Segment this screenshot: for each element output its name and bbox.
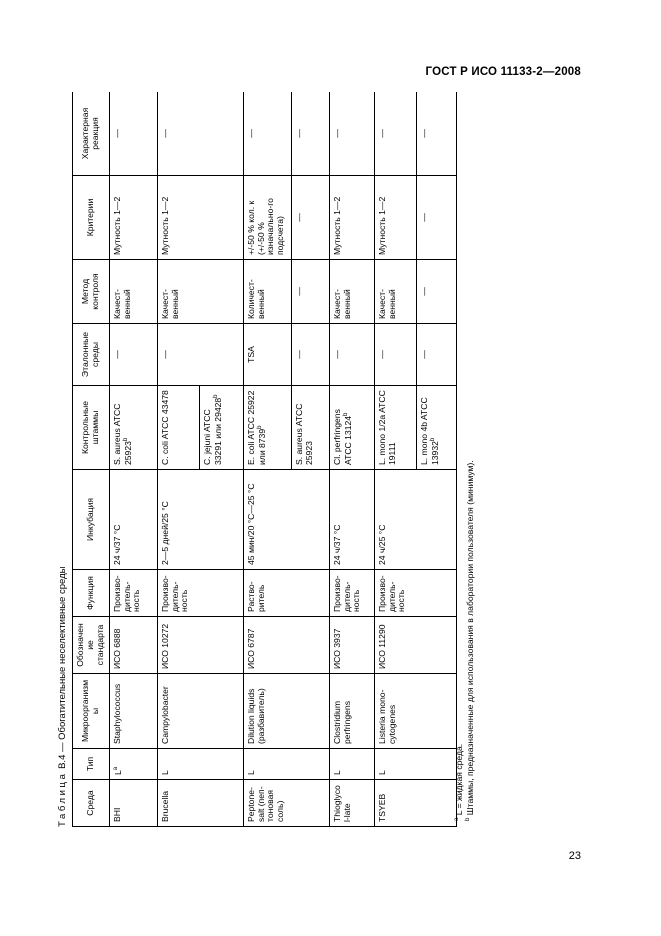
cell-criteria: Мутность 1—2 (109, 176, 157, 260)
cell-type: L (243, 749, 329, 780)
cell-strain: Cl. perfringens ATCC 13124$^b$ (329, 386, 374, 470)
cell-method: Количест-венный (243, 260, 291, 324)
cell-strain: C. jejuni ATCC 33291 или 29428$^b$ (199, 386, 243, 470)
cell-criteria: +/-50 % кол. к (+/-50 % изначально-го подсчета) (243, 176, 291, 260)
cell-criteria: Мутность 1—2 (329, 176, 374, 260)
cell-strain: E. coli ATCC 25922 или 8739$^b$ (243, 386, 291, 470)
footnote-mark: b (342, 412, 349, 416)
cell-reaction: — (243, 92, 291, 176)
header-control-strains: Контрольные штаммы (73, 386, 110, 470)
cell-reaction: — (291, 92, 329, 176)
cell-criteria: Мутность 1—2 (157, 176, 243, 260)
cell-microorganisms: Clostridium perfringens (329, 674, 374, 749)
cell-reaction: — (374, 92, 416, 176)
table-number: В.4 (57, 754, 68, 769)
cell-microorganisms: Campylobacter (157, 674, 243, 749)
cell-reaction: — (416, 92, 456, 176)
cell-medium: Thioglycol-late (329, 780, 374, 827)
cell-incubation: 24 ч/37 °C (329, 470, 374, 570)
cell-method: Качест-венный (157, 260, 243, 324)
header-microorganisms: Микроорганизмы (73, 674, 110, 749)
cell-reaction: — (329, 92, 374, 176)
cell-method: — (416, 260, 456, 324)
rotated-table-block (54, 92, 512, 827)
footnote-mark: b (122, 437, 129, 442)
cell-reference: — (157, 324, 243, 386)
cell-microorganisms: Dilution liquids (разбавитель) (243, 674, 329, 749)
header-row (73, 92, 110, 827)
cell-incubation: 45 мин/20 °C—25 °C (243, 470, 329, 570)
cell-strain: C. coli ATCC 43478 (157, 386, 199, 470)
cell-strain: L. mono 1/2a ATCC 19111 (374, 386, 416, 470)
header-reaction: Характерная реакция (73, 92, 110, 176)
table-row (109, 92, 157, 827)
table-row (243, 92, 291, 827)
header-function: Функция (73, 570, 110, 617)
enrichment-media-table (72, 92, 457, 827)
cell-standard: ИСО 6888 (109, 617, 157, 674)
footnote-a: $^a$ L = жидкая среда. (454, 743, 464, 821)
cell-reaction: — (109, 92, 157, 176)
cell-standard: ИСО 3937 (329, 617, 374, 674)
cell-standard: ИСО 10272 (157, 617, 243, 674)
cell-strain: L. mono 4b ATCC 13932$^b$ (416, 386, 456, 470)
cell-reference: — (329, 324, 374, 386)
cell-function: Произво-дитель-ность (374, 570, 456, 617)
header-criteria: Критерии (73, 176, 110, 260)
table-label: Таблица (57, 771, 68, 827)
footnote-mark: a (112, 766, 119, 771)
footnote-mark: b (212, 394, 219, 398)
cell-medium: BHI (109, 780, 157, 827)
cell-reference: — (416, 324, 456, 386)
table-caption (54, 567, 72, 827)
cell-function: Произво-дитель-ность (329, 570, 374, 617)
cell-reference: — (291, 324, 329, 386)
cell-reference: — (109, 324, 157, 386)
cell-type: $L^a$ (109, 749, 157, 780)
cell-type: L (157, 749, 243, 780)
header-medium: Среда (73, 780, 110, 827)
cell-criteria: Мутность 1—2 (374, 176, 416, 260)
header-reference-media: Эталонные среды (73, 324, 110, 386)
table-row (157, 92, 199, 827)
cell-microorganisms: Staphylococcus (109, 674, 157, 749)
header-type: Тип (73, 749, 110, 780)
cell-incubation: 24 ч/25 °C (374, 470, 456, 570)
cell-criteria: — (291, 176, 329, 260)
cell-medium: Brucella (157, 780, 243, 827)
cell-method: — (291, 260, 329, 324)
cell-type: L (329, 749, 374, 780)
cell-incubation: 2—5 дней/25 °C (157, 470, 243, 570)
standard-header: ГОСТ Р ИСО 11133-2—2008 (425, 66, 581, 78)
footnote-mark: b (429, 437, 436, 442)
cell-reference: TSA (243, 324, 291, 386)
cell-function: Раство-ритель (243, 570, 329, 617)
cell-reference: — (374, 324, 416, 386)
cell-function: Произво-дитель-ность (109, 570, 157, 617)
cell-criteria: — (416, 176, 456, 260)
header-control-method: Метод контроля (73, 260, 110, 324)
cell-standard: ИСО 11290 (374, 617, 456, 674)
table-title: — Обогатительные неселективные среды (57, 566, 68, 752)
footnotes (454, 460, 475, 821)
cell-incubation: 24 ч/37 °C (109, 470, 157, 570)
footnote-b: $^b$ Штаммы, предназначенные для использования в лаборатории пользователя (минимум). (464, 460, 475, 821)
cell-method: Качест-венный (329, 260, 374, 324)
footnote-mark: b (256, 425, 263, 429)
cell-strain: S. aureus ATCC 25923$^b$ (109, 386, 157, 470)
cell-reaction: — (157, 92, 243, 176)
cell-microorganisms: Listeria mono-cytogenes (374, 674, 456, 749)
header-incubation: Инкубация (73, 470, 110, 570)
cell-method: Качест-венный (374, 260, 416, 324)
cell-medium: Peptone-salt (пеп-тоновая соль) (243, 780, 329, 827)
table-row (329, 92, 374, 827)
cell-type: L (374, 749, 456, 780)
header-standard: Обозначение стандарта (73, 617, 110, 674)
page-number: 23 (568, 850, 581, 862)
cell-medium: TSYEB (374, 780, 456, 827)
cell-function: Произво-дитель-ность (157, 570, 243, 617)
cell-standard: ИСО 6787 (243, 617, 329, 674)
cell-strain: S. aureus ATCC 25923 (291, 386, 329, 470)
table-row (374, 92, 416, 827)
cell-method: Качест-венный (109, 260, 157, 324)
